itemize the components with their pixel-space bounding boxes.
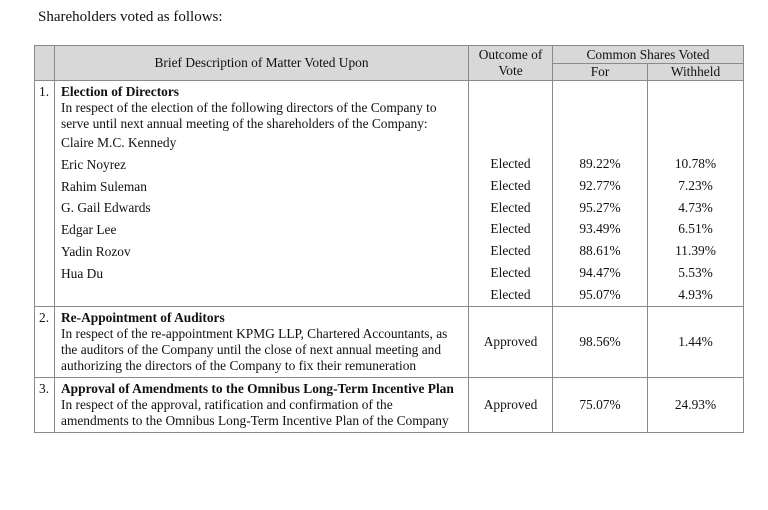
director-for: 92.77% xyxy=(579,177,621,193)
matter-text: In respect of the approval, ratification and confirmation of the amendments to the Omnibus Long-Term Incentive Plan of the Company xyxy=(61,396,449,428)
matter-title: Re-Appointment of Auditors xyxy=(61,309,225,325)
director-withheld: 11.39% xyxy=(675,243,716,259)
director-name: Edgar Lee xyxy=(61,222,117,238)
director-for: 93.49% xyxy=(579,221,621,237)
matter-title: Election of Directors xyxy=(61,84,179,99)
director-name: Yadin Rozov xyxy=(61,243,131,259)
matter-description xyxy=(55,377,469,432)
director-outcome: Elected xyxy=(490,221,531,237)
matter-number: 3. xyxy=(35,377,55,432)
withheld-cell xyxy=(648,81,744,307)
matter-outcome: Approved xyxy=(469,306,553,377)
director-for: 89.22% xyxy=(579,156,621,171)
matter-number: 1. xyxy=(35,81,55,307)
director-outcome: Elected xyxy=(490,156,531,171)
director-for: 94.47% xyxy=(579,264,621,280)
matter-text: In respect of the election of the following directors of the Company to serve until next annual meeting of the shareholders of the Company: xyxy=(61,100,437,131)
withheld-column-header: Withheld xyxy=(648,64,744,81)
director-for: 95.27% xyxy=(579,199,621,215)
matter-description xyxy=(55,306,469,377)
matter-number: 2. xyxy=(35,306,55,377)
director-withheld: 7.23% xyxy=(678,177,713,193)
outcome-header-line1: Outcome of xyxy=(478,47,543,62)
common-shares-header: Common Shares Voted xyxy=(553,46,744,64)
director-outcome: Elected xyxy=(490,243,531,259)
outcome-column-header xyxy=(469,46,553,81)
director-outcome: Elected xyxy=(490,264,531,280)
matter-title: Approval of Amendments to the Omnibus Long-Term Incentive Plan xyxy=(61,380,454,396)
director-for: 95.07% xyxy=(579,286,621,302)
table-row xyxy=(35,306,744,377)
director-for: 88.61% xyxy=(579,243,621,259)
outcome-cell xyxy=(469,81,553,307)
table-row xyxy=(35,377,744,432)
director-outcome: Elected xyxy=(490,199,531,215)
director-withheld: 6.51% xyxy=(678,221,713,237)
director-name: G. Gail Edwards xyxy=(61,200,151,216)
table-row xyxy=(35,81,744,307)
director-name: Eric Noyrez xyxy=(61,156,127,172)
intro-text: Shareholders voted as follows: xyxy=(38,9,223,25)
matter-for: 75.07% xyxy=(553,377,648,432)
number-column-header xyxy=(35,46,55,81)
matter-text: In respect of the re-appointment KPMG LLP, Chartered Accountants, as the auditors of the Company until the close of next annual meeting and authorizing the directors of the Company to fix their remuneration xyxy=(61,325,448,373)
outcome-header-line2: Vote xyxy=(498,63,523,78)
for-column-header: For xyxy=(553,64,648,81)
director-withheld: 4.93% xyxy=(678,286,713,302)
director-name: Hua Du xyxy=(61,265,104,281)
matter-description xyxy=(55,81,469,307)
director-outcome: Elected xyxy=(490,286,531,302)
director-withheld: 10.78% xyxy=(674,156,717,171)
voting-results-table xyxy=(34,45,744,433)
director-outcome: Elected xyxy=(490,177,531,193)
director-name: Rahim Suleman xyxy=(61,178,147,194)
description-column-header: Brief Description of Matter Voted Upon xyxy=(55,46,469,81)
matter-withheld: 24.93% xyxy=(648,377,744,432)
director-withheld: 4.73% xyxy=(678,199,713,215)
matter-outcome: Approved xyxy=(469,377,553,432)
matter-withheld: 1.44% xyxy=(648,306,744,377)
director-withheld: 5.53% xyxy=(678,264,713,280)
director-name: Claire M.C. Kennedy xyxy=(61,135,177,150)
for-cell xyxy=(553,81,648,307)
matter-for: 98.56% xyxy=(553,306,648,377)
